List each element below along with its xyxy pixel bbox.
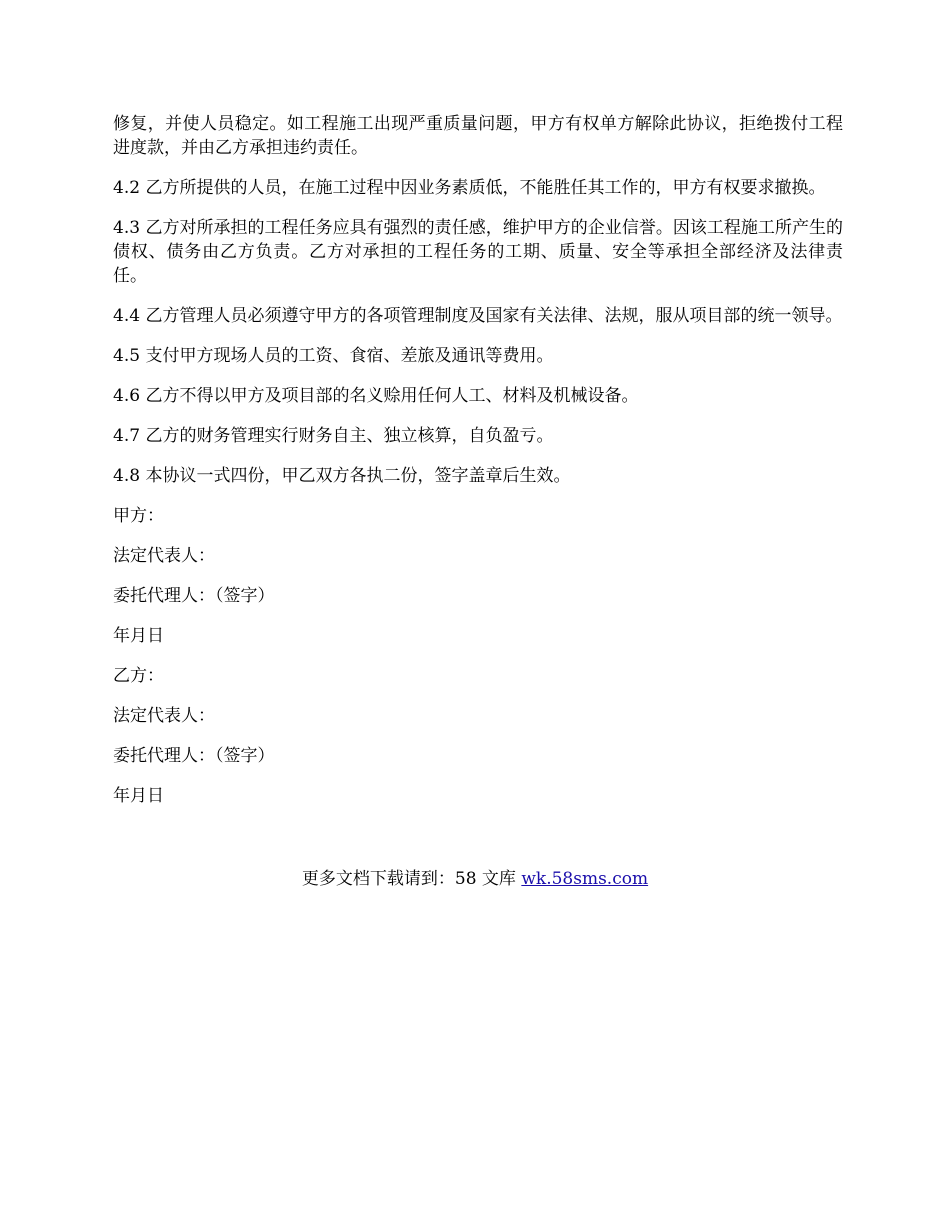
party-b-label: 乙方： bbox=[113, 666, 164, 686]
paragraph-clause-4-7: 4.7 乙方的财务管理实行财务自主、独立核算，自负盈亏。 bbox=[113, 426, 554, 446]
party-a-legal-rep-label: 法定代表人： bbox=[113, 546, 215, 566]
paragraph-clause-4-5: 4.5 支付甲方现场人员的工资、食宿、差旅及通讯等费用。 bbox=[113, 346, 554, 366]
paragraph-clause-4-3: 4.3 乙方对所承担的工程任务应具有强烈的责任感，维护甲方的企业信誉。因该工程施工所产生的债权、债务由乙方负责。乙方对承担的工程任务的工期、质量、安全等承担全部经济及法律责任。 bbox=[113, 218, 843, 286]
paragraph-clause-4-1-continued: 修复，并使人员稳定。如工程施工出现严重质量问题，甲方有权单方解除此协议，拒绝拨付工程进度款，并由乙方承担违约责任。 bbox=[113, 114, 843, 158]
paragraph-clause-4-4: 4.4 乙方管理人员必须遵守甲方的各项管理制度及国家有关法律、法规，服从项目部的统一领导。 bbox=[113, 306, 843, 326]
party-b-date-label: 年月日 bbox=[113, 786, 164, 806]
paragraph-clause-4-2: 4.2 乙方所提供的人员，在施工过程中因业务素质低，不能胜任其工作的，甲方有权要求撤换。 bbox=[113, 178, 826, 198]
party-b-legal-rep-label: 法定代表人： bbox=[113, 706, 215, 726]
footer-link[interactable]: wk.58sms.com bbox=[521, 869, 649, 889]
party-a-agent-label: 委托代理人：（签字） bbox=[113, 586, 275, 606]
footer bbox=[0, 867, 950, 891]
footer-text: 更多文档下载请到：58 文库 bbox=[301, 869, 522, 889]
party-a-date-label: 年月日 bbox=[113, 626, 164, 646]
party-a-label: 甲方： bbox=[113, 506, 164, 526]
document-page bbox=[113, 112, 843, 824]
paragraph-clause-4-8: 4.8 本协议一式四份，甲乙双方各执二份，签字盖章后生效。 bbox=[113, 466, 571, 486]
party-b-agent-label: 委托代理人：（签字） bbox=[113, 746, 275, 766]
paragraph-clause-4-6: 4.6 乙方不得以甲方及项目部的名义赊用任何人工、材料及机械设备。 bbox=[113, 386, 639, 406]
